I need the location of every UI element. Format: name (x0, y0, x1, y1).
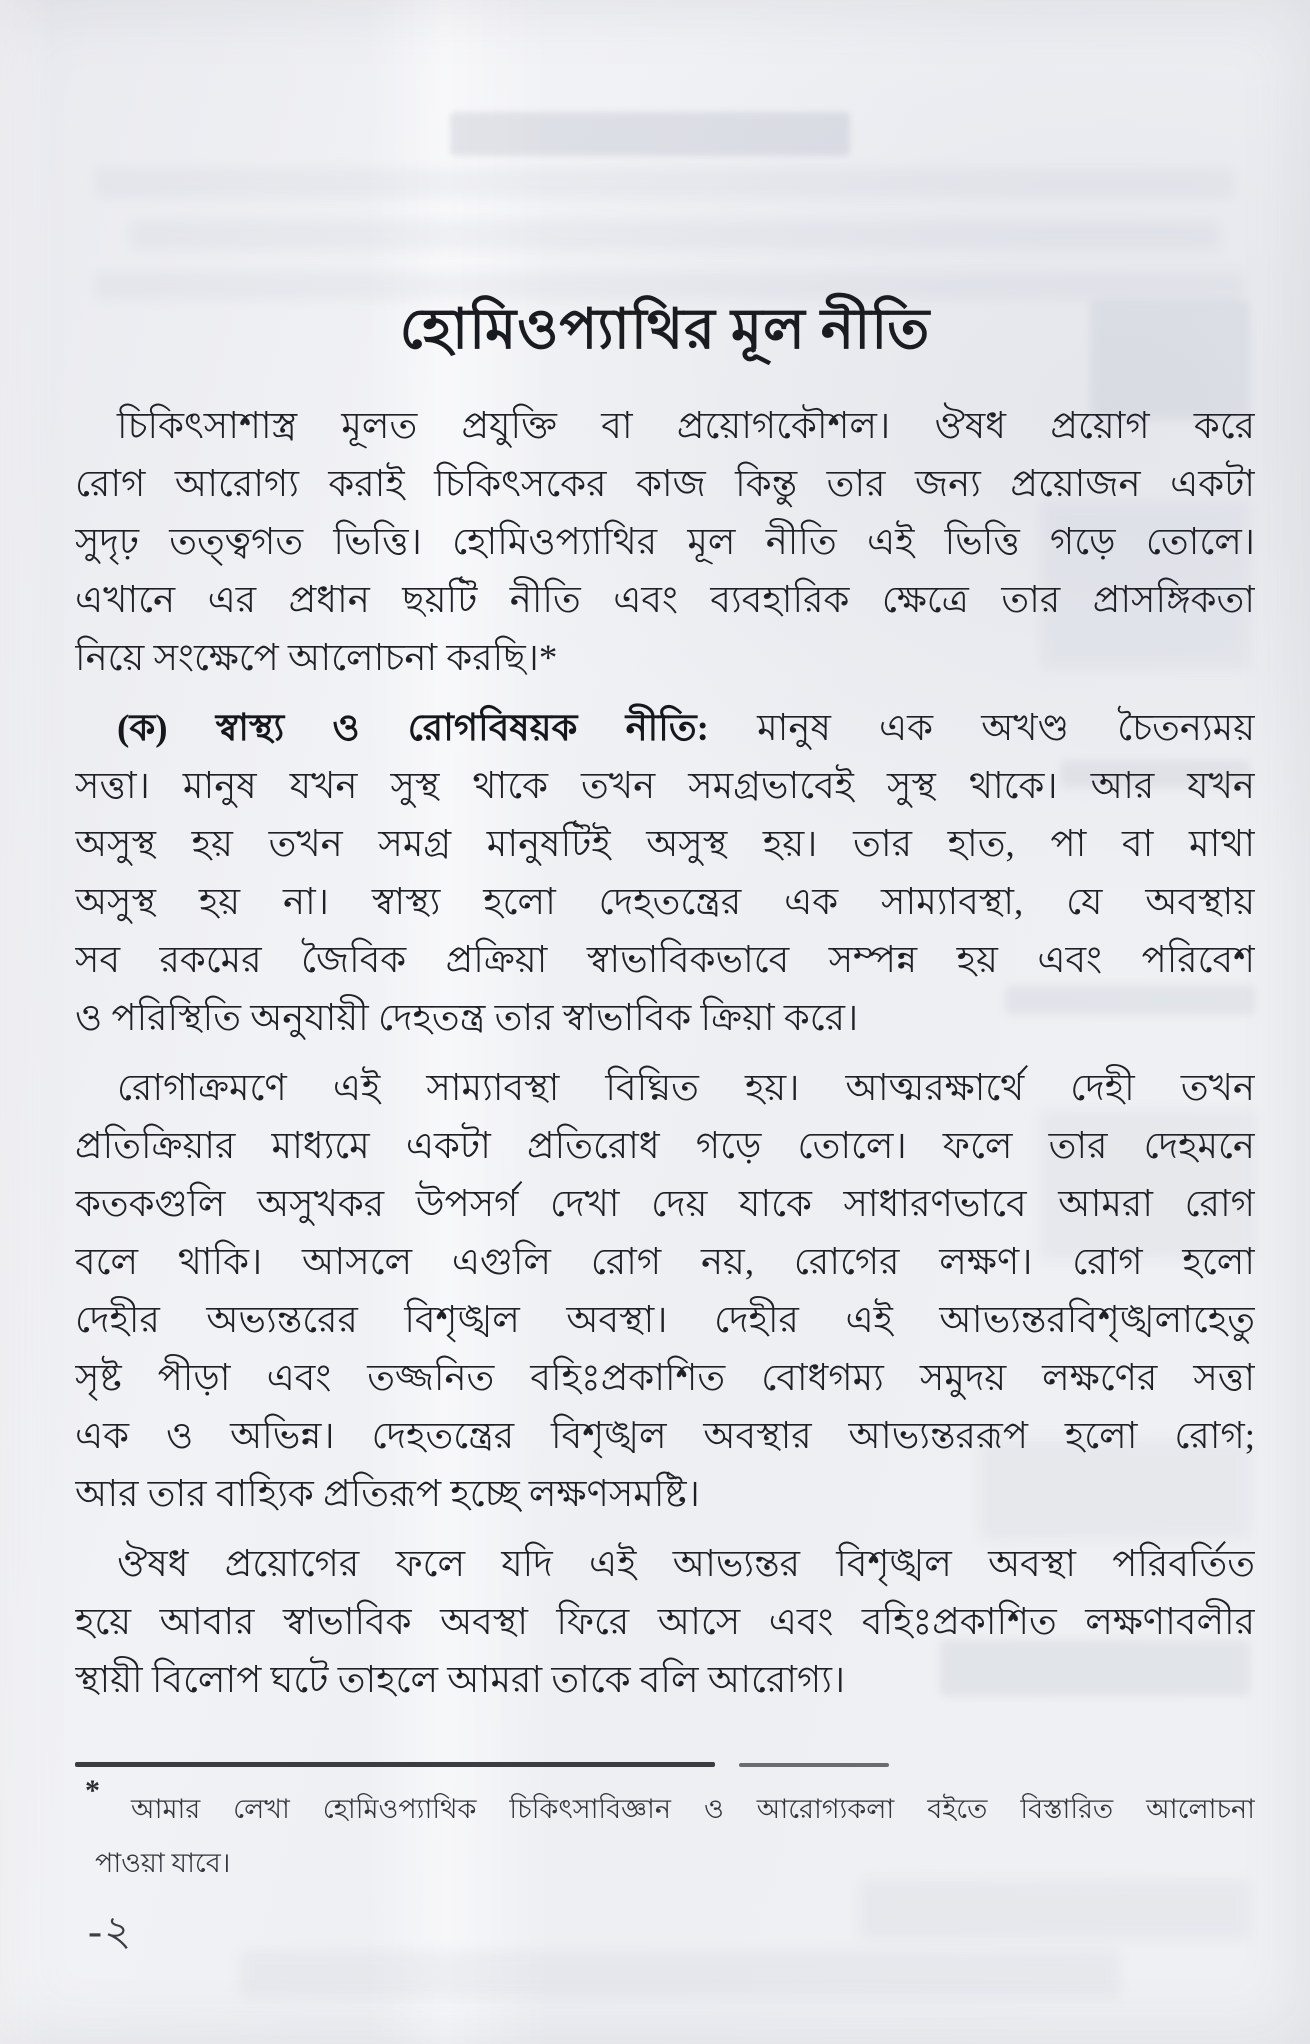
paragraph (75, 700, 1255, 1048)
footnote (85, 1774, 1255, 1890)
body-line: (ক) স্বাস্থ্য ও রোগবিষয়ক নীতি: মানুষ এক অখণ্ড চৈতন্যময় (117, 708, 1255, 749)
footnote-rule (75, 1762, 895, 1767)
footnote-lines (95, 1782, 1255, 1890)
body-line: সব রকমের জৈবিক প্রক্রিয়া স্বাভাবিকভাবে সম্পন্ন হয় এবং পরিবেশ (75, 940, 1255, 981)
body-line: চিকিৎসাশাস্ত্র মূলত প্রযুক্তি বা প্রয়োগকৌশল। ঔষধ প্রয়োগ করে (117, 406, 1255, 447)
body-line: ঔষধ প্রয়োগের ফলে যদি এই আভ্যন্তর বিশৃঙ্খল অবস্থা পরিবর্তিত (117, 1544, 1255, 1585)
paragraph (75, 398, 1255, 688)
paragraph (75, 1536, 1255, 1710)
section-heading: (ক) স্বাস্থ্য ও রোগবিষয়ক নীতি: (117, 708, 758, 749)
body-line: বলে থাকি। আসলে এগুলি রোগ নয়, রোগের লক্ষণ। রোগ হলো (75, 1242, 1255, 1283)
paragraph (75, 1060, 1255, 1524)
footnote-rule-segment (739, 1763, 889, 1767)
body-line: অসুস্থ হয় তখন সমগ্র মানুষটিই অসুস্থ হয়। তার হাত, পা বা মাথা (75, 824, 1255, 865)
body-line: নিয়ে সংক্ষেপে আলোচনা করছি।* (75, 638, 558, 679)
body-line: অসুস্থ হয় না। স্বাস্থ্য হলো দেহতন্ত্রের এক সাম্যাবস্থা, যে অবস্থায় (75, 882, 1255, 923)
body-line: প্রতিক্রিয়ার মাধ্যমে একটা প্রতিরোধ গড়ে তোলে। ফলে তার দেহমনে (75, 1126, 1255, 1167)
body-line: স্থায়ী বিলোপ ঘটে তাহলে আমরা তাকে বলি আরোগ্য। (75, 1660, 846, 1701)
body-line: কতকগুলি অসুখকর উপসর্গ দেখা দেয় যাকে সাধারণভাবে আমরা রোগ (75, 1184, 1255, 1225)
body-line: হয়ে আবার স্বাভাবিক অবস্থা ফিরে আসে এবং বহিঃপ্রকাশিত লক্ষণাবলীর (75, 1602, 1255, 1643)
body-line: এখানে এর প্রধান ছয়টি নীতি এবং ব্যবহারিক ক্ষেত্রে তার প্রাসঙ্গিকতা (75, 580, 1255, 621)
body-line: দেহীর অভ্যন্তরের বিশৃঙ্খল অবস্থা। দেহীর এই আভ্যন্তরবিশৃঙ্খলাহেতু (75, 1300, 1255, 1341)
footnote-marker: * (85, 1774, 100, 1807)
body-line: রোগাক্রমণে এই সাম্যাবস্থা বিঘ্নিত হয়। আত্মরক্ষার্থে দেহী তখন (117, 1068, 1255, 1109)
footnote-rule-segment (75, 1762, 715, 1767)
bleed-through-artifact (240, 1950, 1120, 1998)
body-line: আর তার বাহ্যিক প্রতিরূপ হচ্ছে লক্ষণসমষ্টি। (75, 1474, 700, 1515)
text-block (75, 398, 1255, 1710)
body-line: সৃষ্ট পীড়া এবং তজ্জনিত বহিঃপ্রকাশিত বোধগম্য সমুদয় লক্ষণের সত্তা (75, 1358, 1255, 1399)
body-line: ও পরিস্থিতি অনুযায়ী দেহতন্ত্র তার স্বাভাবিক ক্রিয়া করে। (75, 998, 859, 1039)
body-line: এক ও অভিন্ন। দেহতন্ত্রের বিশৃঙ্খল অবস্থার আভ্যন্তররূপ হলো রোগ; (75, 1416, 1255, 1457)
footnote-line: আমার লেখা হোমিওপ্যাথিক চিকিৎসাবিজ্ঞান ও আরোগ্যকলা বইতে বিস্তারিত আলোচনা (131, 1794, 1255, 1824)
body-line: সত্তা। মানুষ যখন সুস্থ থাকে তখন সমগ্রভাবেই সুস্থ থাকে। আর যখন (75, 766, 1255, 807)
body-line: রোগ আরোগ্য করাই চিকিৎসকের কাজ কিন্তু তার জন্য প্রয়োজন একটা (75, 464, 1255, 505)
page-title: হোমিওপ্যাথির মূল নীতি (399, 298, 931, 361)
bleed-through-artifact (95, 168, 1235, 198)
bleed-through-artifact (450, 112, 850, 156)
bleed-through-artifact (130, 220, 1220, 250)
body-line: সুদৃঢ় তত্ত্বগত ভিত্তি। হোমিওপ্যাথির মূল নীতি এই ভিত্তি গড়ে তোলে। (75, 522, 1255, 563)
page-number: -২ (88, 1909, 134, 1955)
footnote-line: পাওয়া যাবে। (95, 1848, 231, 1878)
